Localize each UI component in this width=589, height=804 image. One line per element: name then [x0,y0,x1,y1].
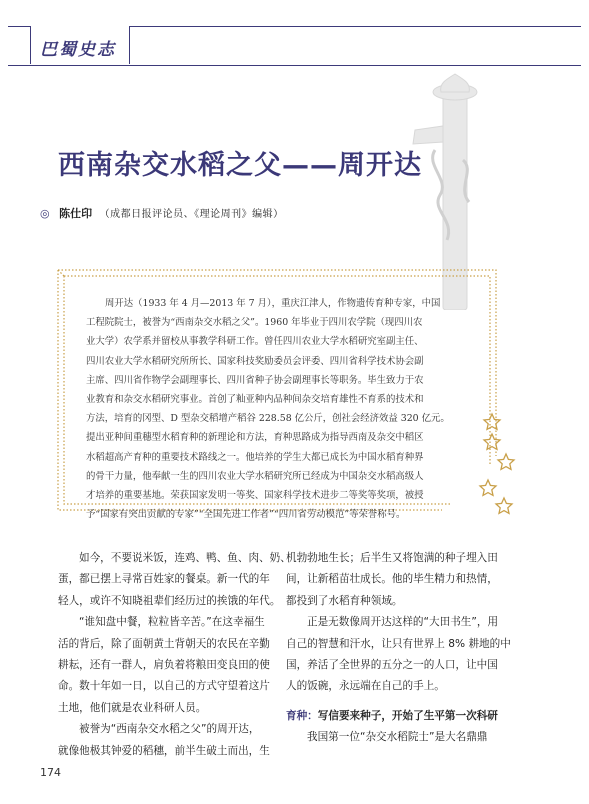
body-line: 活的背后，除了面朝黄土背朝天的农民在辛勤 [58,637,270,650]
star-decorations [476,412,520,522]
summary-line: 主席、四川省作物学会副理事长、四川省种子协会副理事长等职务。毕生致力于农 [86,374,424,386]
byline [40,205,284,221]
body-line: 轻人，或许不知晓祖辈们经历过的挨饿的年代。 [58,594,281,607]
star-icon [498,454,514,469]
summary-line: 的骨干力量，他奉献一生的四川农业大学水稻研究所已经成为中国杂交水稻高级人 [86,470,424,482]
star-icon [484,414,500,429]
summary-line: 业大学）农学系并留校从事教学科研工作。曾任四川农业大学水稻研究室副主任、 [86,336,424,348]
body-line: “谁知盘中餐，粒粒皆辛苦。”在这幸福生 [79,616,265,629]
body-line: 如今，不要说米饭，连鸡、鸭、鱼、肉、奶、 [79,552,291,564]
body-line: 自己的智慧和汗水，让只有世界上 8% 耕地的中 [286,637,511,650]
summary-line: 提出亚种间重穗型水稻育种的新理论和方法，育种思路成为指导西南及杂交中稻区 [86,432,424,444]
subheading-text: 写信要来种子，开始了生平第一次科研 [317,709,498,722]
star-icon [496,498,512,513]
body-column-left [58,548,294,762]
summary-line: 业教育和杂交水稻研究事业。首创了籼亚种内品种间杂交培育雄性不育系的技术和 [86,394,424,406]
star-icon [484,434,500,449]
column-brand: 巴蜀史志 [40,40,116,60]
body-line: 就像他极其钟爱的稻穗，前半生破土而出，生 [58,744,270,757]
summary-line: 周开达（1933 年 4 月—2013 年 7 月），重庆江津人，作物遗传育种专家，中国 [105,298,441,309]
summary-line: 予“国家有突出贡献的专家”“全国先进工作者”“四川省劳动模范”等荣誉称号。 [86,509,406,521]
page-number: 174 [40,766,61,779]
body-line: 土地，他们就是农业科研人员。 [58,701,207,714]
body-column-right [286,548,522,749]
body-line: 蛋，都已摆上寻常百姓家的餐桌。新一代的年 [58,573,270,586]
summary-line: 方法，培育的冈型、D 型杂交稻增产稻谷 228.58 亿公斤，创社会经济效益 320 亿元。 [86,413,450,425]
body-line: 耕耘，还有一群人，肩负着将粮田变良田的使 [58,659,270,672]
body-line: 我国第一位“杂交水稻院士”是大名鼎鼎 [307,731,488,744]
star-icon [480,480,496,495]
body-line: 国，养活了全世界的五分之一的人口，让中国 [286,659,498,672]
summary-line: 工程院院士，被誉为“西南杂交水稻之父”。1960 年毕业于四川农学院（现四川农 [86,317,423,329]
summary-line: 水稻超高产育种的重要技术路线之一。他培养的学生大都已成长为中国水稻育种界 [86,451,424,463]
author-name: 陈仕印 [59,207,93,220]
summary-line: 才培养的重要基地。荣获国家发明一等奖、国家科学技术进步二等奖等奖项，被授 [86,490,424,502]
author-affiliation: （成都日报评论员、《理论周刊》编辑） [99,209,284,220]
body-line: 人的饭碗，永远端在自己的手上。 [286,680,445,693]
summary-line: 四川农业大学水稻研究所所长、国家科技奖励委员会评委、四川省科学技术协会副 [86,355,424,367]
byline-mark: ◎ [40,207,50,220]
body-line: 正是无数像周开达这样的“大田书生”，用 [307,616,499,629]
body-line: 间，让新稻苗壮成长。他的毕生精力和热情， [286,573,498,586]
body-line: 命。数十年如一日，以自己的方式守望着这片 [58,680,270,693]
body-line: 被誉为“西南杂交水稻之父”的周开达， [79,723,260,736]
body-line: 都投到了水稻育种领域。 [286,594,403,607]
article-title: 西南杂交水稻之父——周开达 [58,150,422,181]
section-subheading [286,706,522,727]
subheading-lead: 育种： [286,709,318,722]
paragraph-gap [286,698,522,706]
author-summary [86,294,470,524]
body-line: 机勃勃地生长；后半生又将饱满的种子埋入田 [286,552,498,564]
